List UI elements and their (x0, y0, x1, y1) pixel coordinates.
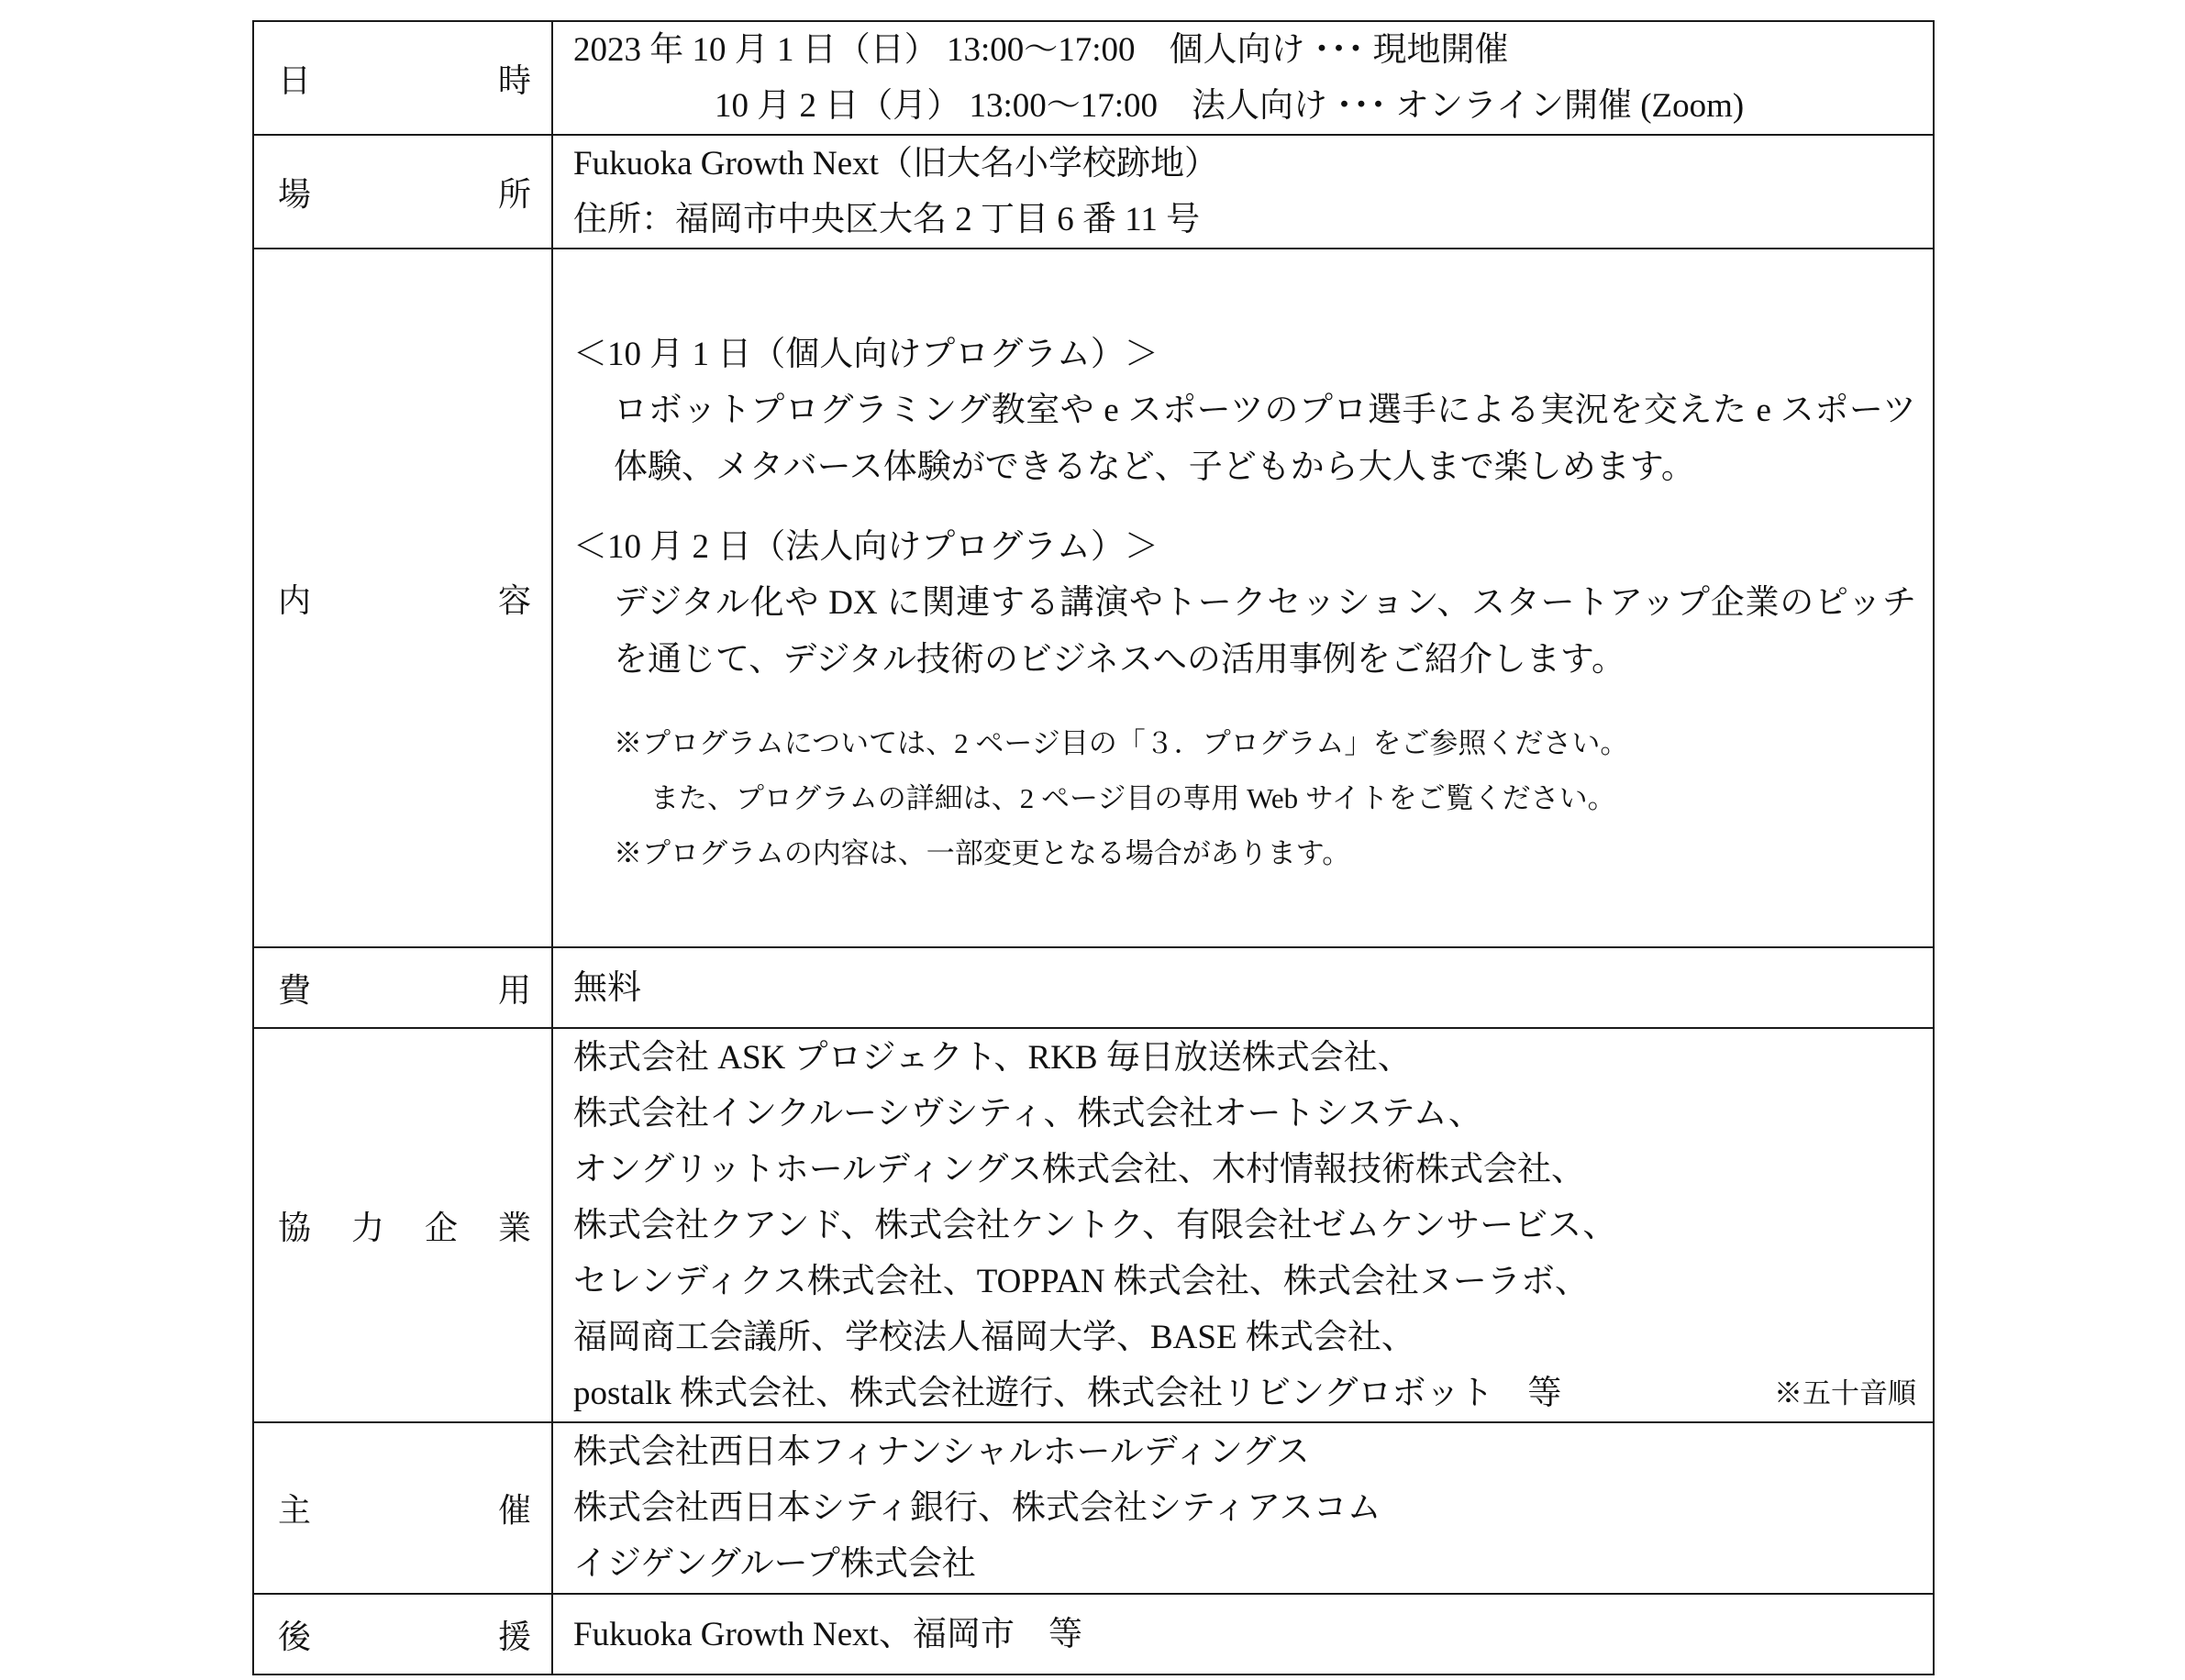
content-value-cell (552, 249, 1934, 947)
program2-heading: ＜10 月 2 日（法人向けプログラム）＞ (573, 528, 1159, 566)
fee-value-cell (552, 947, 1934, 1028)
alphabetical-order-note: ※五十音順 (1774, 1376, 1916, 1409)
place-label-cell (253, 135, 552, 249)
section-spacer (573, 496, 1916, 520)
venue-address: 住所：福岡市中央区大名 2 丁目 6 番 11 号 (573, 201, 1201, 238)
date-line-individual: 2023 年 10 月 1 日（日） 13:00〜17:00 個人向け ･･･ 現地開催 (573, 31, 1509, 69)
partners-label-char: 力 (350, 1209, 384, 1247)
place-value-cell (552, 135, 1934, 249)
partner-line: postalk 株式会社、株式会社遊行、株式会社リビングロボット 等 (573, 1374, 1562, 1412)
partner-line: 福岡商工会議所、学校法人福岡大学、BASE 株式会社、 (573, 1318, 1415, 1356)
partner-line: 株式会社 ASK プロジェクト、RKB 毎日放送株式会社、 (573, 1038, 1412, 1077)
support-row (253, 1594, 1934, 1674)
partner-line: セレンディクス株式会社、TOPPAN 株式会社、株式会社ヌーラボ、 (573, 1262, 1589, 1300)
partner-line: 株式会社インクルーシヴシティ、株式会社オートシステム、 (573, 1094, 1482, 1133)
date-label-char: 日 (278, 61, 312, 100)
content-label-char: 内 (278, 581, 312, 620)
place-row (253, 135, 1934, 249)
support-label-char: 援 (497, 1618, 531, 1656)
host-line: 株式会社西日本フィナンシャルホールディングス (573, 1433, 1310, 1471)
content-label-char: 容 (497, 581, 531, 620)
partners-label-cell (253, 1028, 552, 1422)
host-row (253, 1422, 1934, 1594)
place-label-char: 所 (497, 175, 531, 214)
program-change-note: ※プログラムの内容は、一部変更となる場合があります。 (614, 837, 1351, 869)
partners-row (253, 1028, 1934, 1422)
fee-row (253, 947, 1934, 1028)
section-spacer (573, 689, 1916, 716)
venue-name: Fukuoka Growth Next（旧大名小学校跡地） (573, 145, 1218, 182)
event-info-table (252, 20, 1935, 1675)
content-label-cell (253, 249, 552, 947)
fee-label-char: 用 (497, 971, 531, 1010)
support-value: Fukuoka Growth Next、福岡市 等 (573, 1615, 1082, 1653)
place-label-char: 場 (278, 175, 312, 214)
partner-line: オングリットホールディングス株式会社、木村情報技術株式会社、 (573, 1150, 1585, 1188)
program2-description: デジタル化や DX に関連する講演やトークセッション、スタートアップ企業のピッチを通じて、デジタル技術のビジネスへの活用事例をご紹介します。 (614, 584, 1916, 679)
date-row (253, 21, 1934, 135)
host-label-cell (253, 1422, 552, 1594)
program1-heading: ＜10 月 1 日（個人向けプログラム）＞ (573, 336, 1159, 373)
date-value-cell (552, 21, 1934, 135)
fee-value: 無料 (573, 968, 641, 1007)
program-note-continued: また、プログラムの詳細は、2 ページ目の専用 Web サイトをご覧ください。 (650, 782, 1616, 814)
fee-label-char: 費 (278, 971, 312, 1010)
partners-value-cell (552, 1028, 1934, 1422)
partners-label-char: 協 (278, 1209, 312, 1247)
partners-label-char: 業 (497, 1209, 531, 1247)
support-label-cell (253, 1594, 552, 1674)
date-line-corporate: 10 月 2 日（月） 13:00〜17:00 法人向け ･･･ オンライン開催 (Zoom) (715, 87, 1745, 125)
program-note: ※プログラムについては、2 ページ目の「３．プログラム」をご参照ください。 (614, 727, 1629, 759)
date-label-char: 時 (497, 61, 531, 100)
host-line: イジゲングループ株式会社 (573, 1545, 976, 1583)
support-label-char: 後 (278, 1618, 312, 1656)
partners-label-char: 企 (424, 1209, 458, 1247)
content-row (253, 249, 1934, 947)
partner-line-last (573, 1365, 1916, 1421)
host-label-char: 催 (497, 1492, 531, 1530)
fee-label-cell (253, 947, 552, 1028)
program1-description: ロボットプログラミング教室や e スポーツのプロ選手による実況を交えた e スポーツ体験、メタバース体験ができるなど、子どもから大人まで楽しめます。 (614, 392, 1916, 486)
date-label-cell (253, 21, 552, 135)
support-value-cell (552, 1594, 1934, 1674)
partner-line: 株式会社クアンド、株式会社ケントク、有限会社ゼムケンサービス、 (573, 1206, 1617, 1244)
host-value-cell (552, 1422, 1934, 1594)
host-line: 株式会社西日本シティ銀行、株式会社シティアスコム (573, 1489, 1381, 1527)
host-label-char: 主 (278, 1492, 312, 1530)
